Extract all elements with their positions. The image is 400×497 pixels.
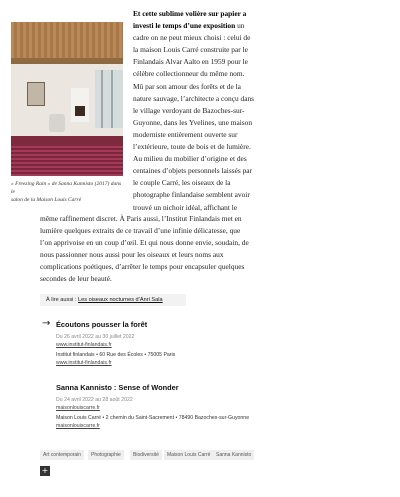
photo-caption: « Freezing Rain » de Sanna Kannisto (2017) dans le salon de la Maison Louis Carré <box>11 181 122 203</box>
tag-item[interactable]: Maison Louis Carré <box>164 450 213 460</box>
article-column <box>133 8 265 214</box>
text-line: secondes de leur beauté. <box>40 274 112 284</box>
text-line: lumière quelques extraits de ce travail d’une infinie délicatesse, que <box>40 226 241 236</box>
text-line: le couple Carré, les oiseaux de la <box>133 178 231 188</box>
tag-list <box>40 450 360 460</box>
text-line: Et cette sublime volière sur papier a <box>133 9 247 18</box>
text-line: moderniste entièrement ouverte sur <box>133 129 238 139</box>
text-line: centaines d’objets personnels laissés par <box>133 166 253 176</box>
read-also-box <box>40 294 186 306</box>
text-line: même raffinement discret. À Paris aussi, l’Institut Finlandais met en <box>40 214 242 223</box>
event-website-link[interactable]: maisonlouiscarre.fr <box>56 423 100 429</box>
read-also-link[interactable]: Les oiseaux nocturnes d’Anri Sala <box>78 297 163 303</box>
arrow-right-icon: → <box>42 318 51 329</box>
tag-item[interactable]: Biodiversité <box>130 450 162 460</box>
text-line: photographe finlandaise semblent avoir <box>133 190 250 200</box>
text-line: Guyonne, dans les Yvelines, une maison <box>133 117 253 127</box>
more-button[interactable]: + <box>41 466 49 475</box>
text-line: l’on apprivoise en un coup d’œil. Et qui nous donne envie, soudain, de <box>40 238 249 248</box>
tag-item[interactable]: Sanna Kannisto <box>213 450 254 460</box>
text-line: trouvé un nichoir idéal, affichant le <box>133 202 238 212</box>
text-line: nous passionner nous aussi pour les oiseaux et leurs noms aux <box>40 250 224 260</box>
text-line: le village verdoyant de Bazoches-sur- <box>133 105 245 115</box>
event-address: Institut finlandais • 60 Rue des Écoles • 75005 Paris <box>56 352 176 358</box>
text-line: célèbre collectionneur du même nom. <box>133 69 245 79</box>
interior-photo <box>11 22 123 176</box>
event-title[interactable]: Sanna Kannisto : Sense of Wonder <box>56 383 179 392</box>
read-also-label: À lire aussi : <box>46 297 79 303</box>
text-line: la maison Louis Carré construite par le <box>133 45 248 55</box>
event-dates: Du 26 avril 2022 au 30 juillet 2022 <box>56 334 135 340</box>
event-website-link[interactable]: www.institut-finlandais.fr <box>56 360 112 366</box>
event-address: Maison Louis Carré • 2 chemin du Saint-Sacrement • 78490 Bazoches-sur-Guyonne <box>56 415 250 421</box>
event-dates: Du 24 avril 2022 au 28 août 2022 <box>56 397 133 403</box>
event-website-link[interactable]: maisonlouiscarre.fr <box>56 405 100 411</box>
text-line: Au milieu du mobilier d’origine et des <box>133 154 247 164</box>
event-website-link[interactable]: www.institut-finlandais.fr <box>56 342 112 348</box>
tag-item[interactable]: Art contemporain <box>40 450 84 460</box>
text-line: complications poétiques, d’arrêter le temps pour encapsuler quelques <box>40 262 245 272</box>
text-line: Mû par son amour des forêts et de la <box>133 81 241 91</box>
text-line: investi le temps d’une exposition un <box>133 21 245 31</box>
tag-item[interactable]: Photographie <box>88 450 124 460</box>
event-title[interactable]: Écoutons pousser la forêt <box>56 320 148 329</box>
text-line: l’extérieure, toute de bois et de lumière. <box>133 142 251 152</box>
text-line: Finlandais Alvar Aalto en 1959 pour le <box>133 57 248 67</box>
text-line: nature sauvage, l’architecte a conçu dans <box>133 93 255 103</box>
text-line: cadre on ne peut mieux choisi : celui de <box>133 33 251 43</box>
article-full-width <box>40 213 270 286</box>
